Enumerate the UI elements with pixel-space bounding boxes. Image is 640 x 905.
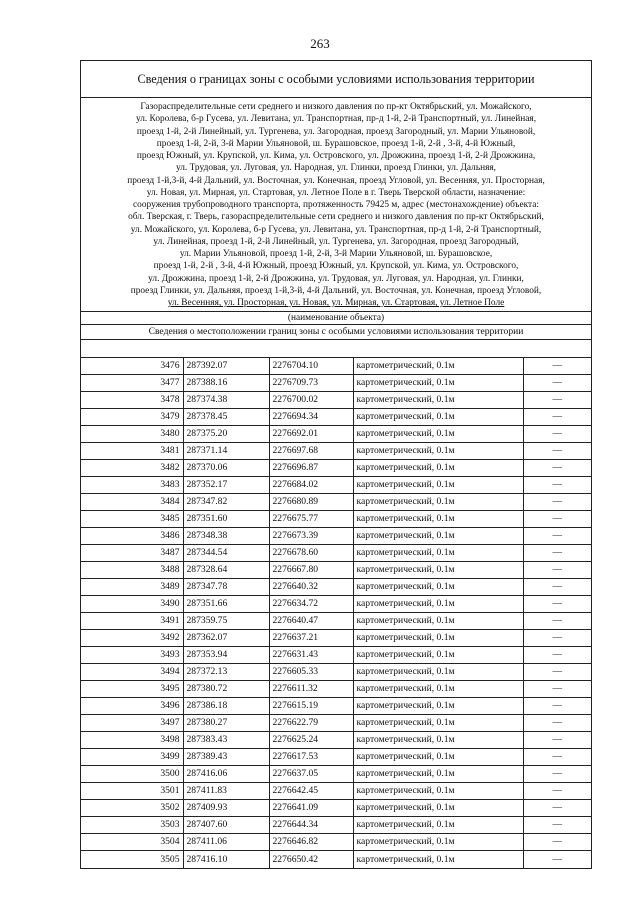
point-number: 3498 <box>81 732 183 749</box>
coord-x: 287389.43 <box>183 749 269 766</box>
point-number: 3482 <box>81 460 183 477</box>
note-dash: — <box>523 766 591 783</box>
coord-x: 287409.93 <box>183 800 269 817</box>
coord-x: 287411.83 <box>183 783 269 800</box>
determination-method: картометрический, 0.1м <box>353 647 523 664</box>
table-row <box>81 698 591 715</box>
note-dash: — <box>523 477 591 494</box>
table-row <box>81 562 591 579</box>
object-caption: (наименование объекта) <box>81 312 591 325</box>
determination-method: картометрический, 0.1м <box>353 358 523 375</box>
description-line: проезд Глинки, ул. Дальняя, проезд 1-й,3-й, 4-й Дальний, ул. Восточная, ул. Конечная, проезд Угловой, <box>130 285 542 296</box>
point-number: 3477 <box>81 375 183 392</box>
note-dash: — <box>523 783 591 800</box>
object-description <box>81 98 591 312</box>
coord-y: 2276625.24 <box>269 732 353 749</box>
coord-y: 2276637.21 <box>269 630 353 647</box>
note-dash: — <box>523 800 591 817</box>
table-row <box>81 630 591 647</box>
point-number: 3485 <box>81 511 183 528</box>
table-row <box>81 511 591 528</box>
determination-method: картометрический, 0.1м <box>353 749 523 766</box>
point-number: 3483 <box>81 477 183 494</box>
note-dash: — <box>523 851 591 868</box>
coord-y: 2276684.02 <box>269 477 353 494</box>
document-title: Сведения о границах зоны с особыми условиями использования территории <box>81 61 591 98</box>
coord-x: 287344.54 <box>183 545 269 562</box>
determination-method: картометрический, 0.1м <box>353 494 523 511</box>
coord-y: 2276650.42 <box>269 851 353 868</box>
determination-method: картометрический, 0.1м <box>353 732 523 749</box>
note-dash: — <box>523 443 591 460</box>
coord-x: 287383.43 <box>183 732 269 749</box>
point-number: 3505 <box>160 853 180 865</box>
description-line: проезд 1-й,3-й, 4-й Дальний, ул. Восточная, ул. Конечная, проезд Угловой, ул. Весенняя, ул. Просторная, <box>127 175 545 186</box>
coord-x: 287378.45 <box>183 409 269 426</box>
description-line: ул. Новая, ул. Мирная, ул. Стартовая, ул. Летное Поле в г. Тверь Тверской области, назначение: <box>146 187 526 198</box>
description-line: проезд 1-й, 2-й , 3-й, 4-й Южный, проезд Южный, ул. Крупской, ул. Кима, ул. Островского, <box>153 261 519 272</box>
determination-method: картометрический, 0.1м <box>353 409 523 426</box>
determination-method: картометрический, 0.1м <box>353 800 523 817</box>
note-dash: — <box>523 749 591 766</box>
coord-x: 287386.18 <box>183 698 269 715</box>
coord-x: 287347.82 <box>183 494 269 511</box>
description-line: проезд Южный, ул. Крупской, ул. Кима, ул. Островского, ул. Дрожжина, проезд 1-й, 2-й Дрожжина, <box>136 151 536 161</box>
coord-x: 287351.60 <box>183 511 269 528</box>
point-number: 3476 <box>81 358 183 375</box>
coord-y: 2276697.68 <box>269 443 353 460</box>
coord-y: 2276641.09 <box>269 800 353 817</box>
description-line: ул. Трудовая, ул. Луговая, ул. Народная, ул. Глинки, проезд Глинки, ул. Дальняя, <box>175 163 497 174</box>
coord-x: 287372.13 <box>183 664 269 681</box>
coord-y: 2276704.10 <box>269 358 353 375</box>
coord-x: 287380.72 <box>183 681 269 698</box>
note-dash: — <box>523 426 591 443</box>
description-line: ул. Королева, б-р Гусева, ул. Левитана, ул. Транспортная, пр-д 1-й, 2-й Транспортный, ул. Линейная, <box>135 114 537 125</box>
determination-method: картометрический, 0.1м <box>353 834 523 851</box>
coord-y: 2276709.73 <box>269 375 353 392</box>
determination-method: картометрический, 0.1м <box>353 562 523 579</box>
coord-x: 287347.78 <box>183 579 269 596</box>
note-dash: — <box>523 375 591 392</box>
note-dash: — <box>523 409 591 426</box>
table-row <box>81 681 591 698</box>
note-dash: — <box>523 647 591 664</box>
note-dash: — <box>523 630 591 647</box>
note-dash: — <box>523 698 591 715</box>
point-number: 3480 <box>81 426 183 443</box>
table-row <box>81 477 591 494</box>
coord-x: 287416.10 <box>183 851 269 868</box>
description-line: проезд 1-й, 2-й, 3-й Марии Ульяновой, ш. Бурашовское, проезд 1-й, 2-й , 3-й, 4-й Южный, <box>156 138 516 149</box>
point-number: 3479 <box>81 409 183 426</box>
determination-method: картометрический, 0.1м <box>353 630 523 647</box>
table-row <box>81 528 591 545</box>
coord-y: 2276611.32 <box>269 681 353 698</box>
determination-method: картометрический, 0.1м <box>353 460 523 477</box>
coord-y: 2276644.34 <box>269 817 353 834</box>
determination-method: картометрический, 0.1м <box>353 579 523 596</box>
coord-y: 2276700.02 <box>269 392 353 409</box>
note-dash: — <box>523 681 591 698</box>
point-number: 3503 <box>81 817 183 834</box>
coordinates-table <box>81 358 591 867</box>
coord-y: 2276640.47 <box>269 613 353 630</box>
note-dash: — <box>523 528 591 545</box>
determination-method: картометрический, 0.1м <box>353 783 523 800</box>
note-dash: — <box>523 562 591 579</box>
description-line: ул. Марии Ульяновой, проезд 1-й, 2-й, 3-й Марии Ульяновой, ш. Бурашовское, <box>179 249 493 259</box>
point-number: 3501 <box>81 783 183 800</box>
coord-y: 2276642.45 <box>269 783 353 800</box>
note-dash: — <box>523 664 591 681</box>
coord-y: 2276667.80 <box>269 562 353 579</box>
point-number: 3499 <box>81 749 183 766</box>
coord-y: 2276637.05 <box>269 766 353 783</box>
determination-method: картометрический, 0.1м <box>353 443 523 460</box>
coord-x: 287353.94 <box>183 647 269 664</box>
point-number: 3484 <box>81 494 183 511</box>
determination-method: картометрический, 0.1м <box>353 375 523 392</box>
table-row <box>81 375 591 392</box>
table-row <box>81 647 591 664</box>
coord-y: 2276678.60 <box>269 545 353 562</box>
note-dash: — <box>523 613 591 630</box>
point-number: 3495 <box>81 681 183 698</box>
note-dash: — <box>523 494 591 511</box>
table-row <box>81 545 591 562</box>
determination-method: картометрический, 0.1м <box>353 681 523 698</box>
point-number: 3504 <box>81 834 183 851</box>
table-row <box>81 392 591 409</box>
page-number: 263 <box>310 36 330 51</box>
note-dash: — <box>523 715 591 732</box>
coord-x: 287380.27 <box>183 715 269 732</box>
coord-x: 287375.20 <box>183 426 269 443</box>
table-row <box>81 783 591 800</box>
point-number: 3491 <box>81 613 183 630</box>
point-number: 3490 <box>81 596 183 613</box>
coord-y: 2276673.39 <box>269 528 353 545</box>
description-line: обл. Тверская, г. Тверь, газораспределительные сети среднего и низкого давления по пр-кт Октябрьский, <box>128 212 544 223</box>
determination-method: картометрический, 0.1м <box>353 851 523 868</box>
coord-y: 2276646.82 <box>269 834 353 851</box>
table-row <box>81 851 591 868</box>
description-line: Газораспределительные сети среднего и низкого давления по пр-кт Октябрьский, ул. Можайского, <box>140 102 532 112</box>
determination-method: картометрический, 0.1м <box>353 511 523 528</box>
determination-method: картометрический, 0.1м <box>353 698 523 715</box>
point-number: 3492 <box>81 630 183 647</box>
point-number: 3487 <box>81 545 183 562</box>
coord-y: 2276694.34 <box>269 409 353 426</box>
determination-method: картометрический, 0.1м <box>353 392 523 409</box>
point-number: 3489 <box>81 579 183 596</box>
coord-y: 2276696.87 <box>269 460 353 477</box>
coord-x: 287371.14 <box>183 443 269 460</box>
coord-x: 287392.07 <box>183 358 269 375</box>
table-row <box>81 494 591 511</box>
point-number: 3488 <box>81 562 183 579</box>
location-section-title: Сведения о местоположении границ зоны с особыми условиями использования территории <box>81 325 591 340</box>
table-row <box>81 596 591 613</box>
coord-x: 287348.38 <box>183 528 269 545</box>
note-dash: — <box>523 392 591 409</box>
determination-method: картометрический, 0.1м <box>353 715 523 732</box>
point-number: 3497 <box>81 715 183 732</box>
table-row <box>81 817 591 834</box>
description-line: проезд 1-й, 2-й Линейный, ул. Тургенева, ул. Загородная, проезд Загородный, ул. Марии Ульяновой, <box>136 126 536 137</box>
note-dash: — <box>523 596 591 613</box>
coord-y: 2276675.77 <box>269 511 353 528</box>
determination-method: картометрический, 0.1м <box>353 766 523 783</box>
coord-x: 287351.66 <box>183 596 269 613</box>
coord-x: 287328.64 <box>183 562 269 579</box>
table-row <box>81 749 591 766</box>
table-spacer-row <box>81 340 591 358</box>
table-row <box>81 834 591 851</box>
determination-method: картометрический, 0.1м <box>353 477 523 494</box>
table-row <box>81 443 591 460</box>
zone-boundary-document <box>80 60 592 869</box>
table-row <box>81 766 591 783</box>
table-row <box>81 800 591 817</box>
note-dash: — <box>523 358 591 375</box>
point-number: 3502 <box>81 800 183 817</box>
coord-y: 2276617.53 <box>269 749 353 766</box>
table-row <box>81 664 591 681</box>
note-dash: — <box>523 545 591 562</box>
coord-x: 287411.06 <box>183 834 269 851</box>
note-dash: — <box>523 834 591 851</box>
table-row <box>81 732 591 749</box>
determination-method: картометрический, 0.1м <box>353 596 523 613</box>
note-dash: — <box>523 579 591 596</box>
coord-y: 2276631.43 <box>269 647 353 664</box>
table-row <box>81 460 591 477</box>
description-line: ул. Можайского, ул. Королева, б-р Гусева, ул. Левитана, ул. Транспортная, пр-д 1-й, 2-й Транспортный, <box>130 224 542 235</box>
note-dash: — <box>523 732 591 749</box>
determination-method: картометрический, 0.1м <box>353 664 523 681</box>
determination-method: картометрический, 0.1м <box>353 545 523 562</box>
point-number: 3478 <box>81 392 183 409</box>
coord-x: 287388.16 <box>183 375 269 392</box>
table-row <box>81 358 591 375</box>
description-line: ул. Весенняя, ул. Просторная, ул. Новая, ул. Мирная, ул. Стартовая, ул. Летное Поле <box>167 298 505 308</box>
point-number: 3496 <box>81 698 183 715</box>
coord-x: 287359.75 <box>183 613 269 630</box>
coord-y: 2276615.19 <box>269 698 353 715</box>
coord-y: 2276605.33 <box>269 664 353 681</box>
point-number: 3481 <box>81 443 183 460</box>
coord-y: 2276640.32 <box>269 579 353 596</box>
table-row <box>81 579 591 596</box>
point-number: 3493 <box>81 647 183 664</box>
coord-y: 2276622.79 <box>269 715 353 732</box>
coord-y: 2276634.72 <box>269 596 353 613</box>
coord-x: 287416.06 <box>183 766 269 783</box>
point-number: 3486 <box>81 528 183 545</box>
description-line: сооружения трубопроводного транспорта, протяженность 79425 м, адрес (местонахождение) объекта: <box>133 200 539 210</box>
coord-y: 2276692.01 <box>269 426 353 443</box>
determination-method: картометрический, 0.1м <box>353 613 523 630</box>
coord-x: 287352.17 <box>183 477 269 494</box>
determination-method: картометрический, 0.1м <box>353 426 523 443</box>
description-line: ул. Линейная, проезд 1-й, 2-й Линейный, ул. Тургенева, ул. Загородная, проезд Загородный, <box>153 236 519 247</box>
point-number: 3500 <box>81 766 183 783</box>
note-dash: — <box>523 817 591 834</box>
determination-method: картометрический, 0.1м <box>353 817 523 834</box>
coord-x: 287407.60 <box>183 817 269 834</box>
coord-x: 287374.38 <box>183 392 269 409</box>
description-line: ул. Дрожжина, проезд 1-й, 2-й Дрожжина, ул. Трудовая, ул. Луговая, ул. Народная, ул. Глинки, <box>148 273 524 284</box>
note-dash: — <box>523 460 591 477</box>
table-row <box>81 426 591 443</box>
table-row <box>81 715 591 732</box>
determination-method: картометрический, 0.1м <box>353 528 523 545</box>
note-dash: — <box>523 511 591 528</box>
coord-x: 287362.07 <box>183 630 269 647</box>
table-row <box>81 409 591 426</box>
coord-x: 287370.06 <box>183 460 269 477</box>
point-number: 3494 <box>81 664 183 681</box>
table-row <box>81 613 591 630</box>
coord-y: 2276680.89 <box>269 494 353 511</box>
